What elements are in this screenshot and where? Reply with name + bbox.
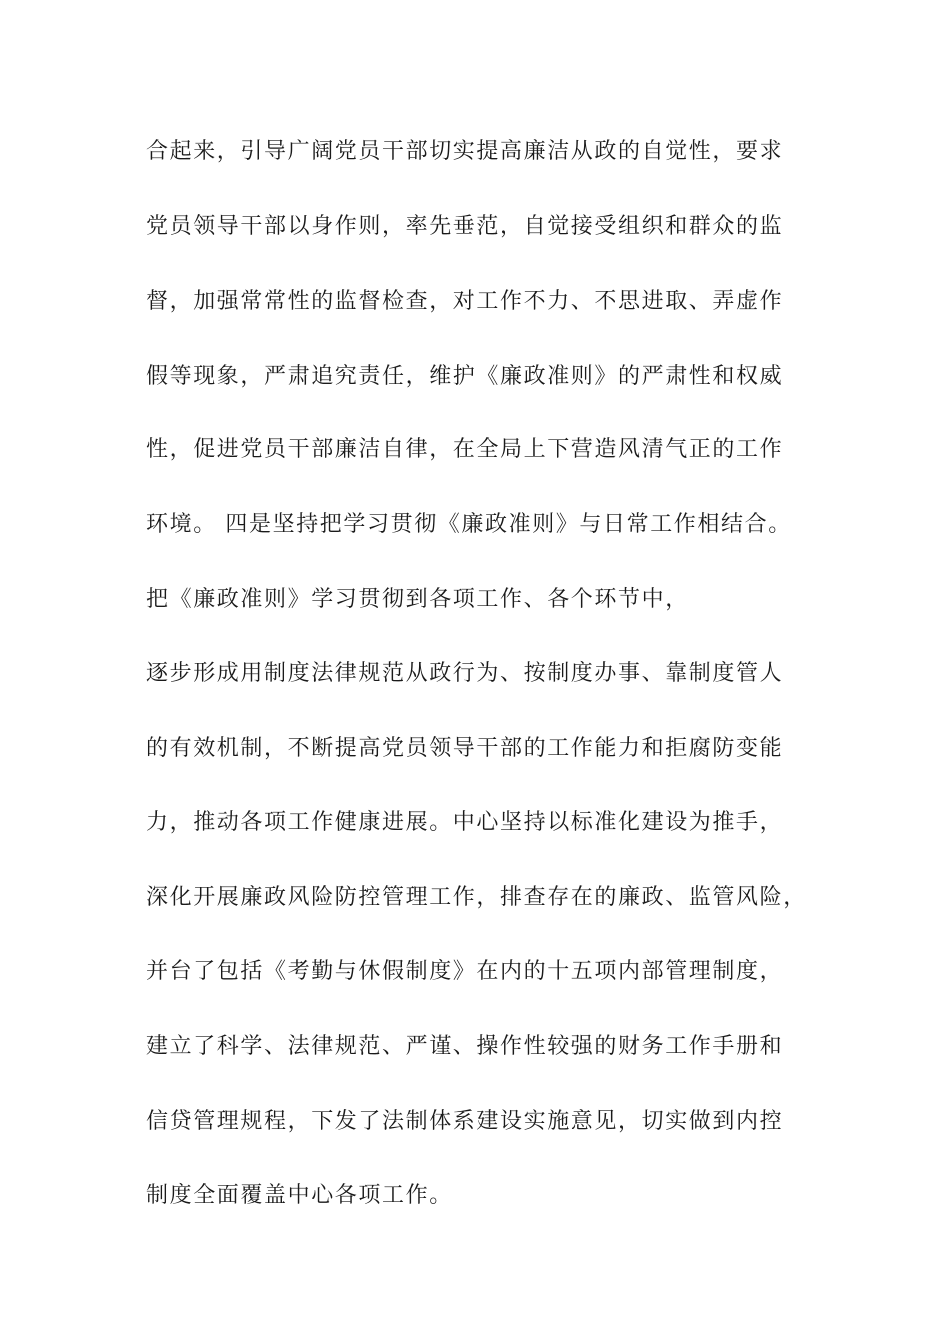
text-line: 力，推动各项工作健康进展。中心坚持以标准化建设为推手， <box>146 810 784 835</box>
text-line: 的有效机制，不断提高党员领导干部的工作能力和拒腐防变能 <box>146 736 784 761</box>
text-line: 环境。 四是坚持把学习贯彻《廉政准则》与日常工作相结合。 <box>146 512 792 537</box>
text-line: 制度全面覆盖中心各项工作。 <box>146 1183 453 1208</box>
text-line: 党员领导干部以身作则，率先垂范，自觉接受组织和群众的监 <box>146 214 784 239</box>
text-line: 合起来，引导广阔党员干部切实提高廉洁从政的自觉性，要求 <box>146 139 784 164</box>
text-line: 建立了科学、法律规范、严谨、操作性较强的财务工作手册和 <box>146 1034 784 1059</box>
text-line: 并台了包括《考勤与休假制度》在内的十五项内部管理制度， <box>146 959 784 984</box>
text-line: 督，加强常常性的监督检查，对工作不力、不思进取、弄虚作 <box>146 289 784 314</box>
text-line: 逐步形成用制度法律规范从政行为、按制度办事、靠制度管人 <box>146 661 784 686</box>
text-line: 把《廉政准则》学习贯彻到各项工作、各个环节中， <box>146 587 689 612</box>
text-line: 信贷管理规程，下发了法制体系建设实施意见，切实做到内控 <box>146 1109 784 1134</box>
text-line: 性，促进党员干部廉洁自律，在全局上下营造风清气正的工作 <box>146 437 784 462</box>
text-line: 假等现象，严肃追究责任，维护《廉政准则》的严肃性和权威 <box>146 364 784 389</box>
text-line: 深化开展廉政风险防控管理工作，排查存在的廉政、监管风险， <box>146 885 807 910</box>
